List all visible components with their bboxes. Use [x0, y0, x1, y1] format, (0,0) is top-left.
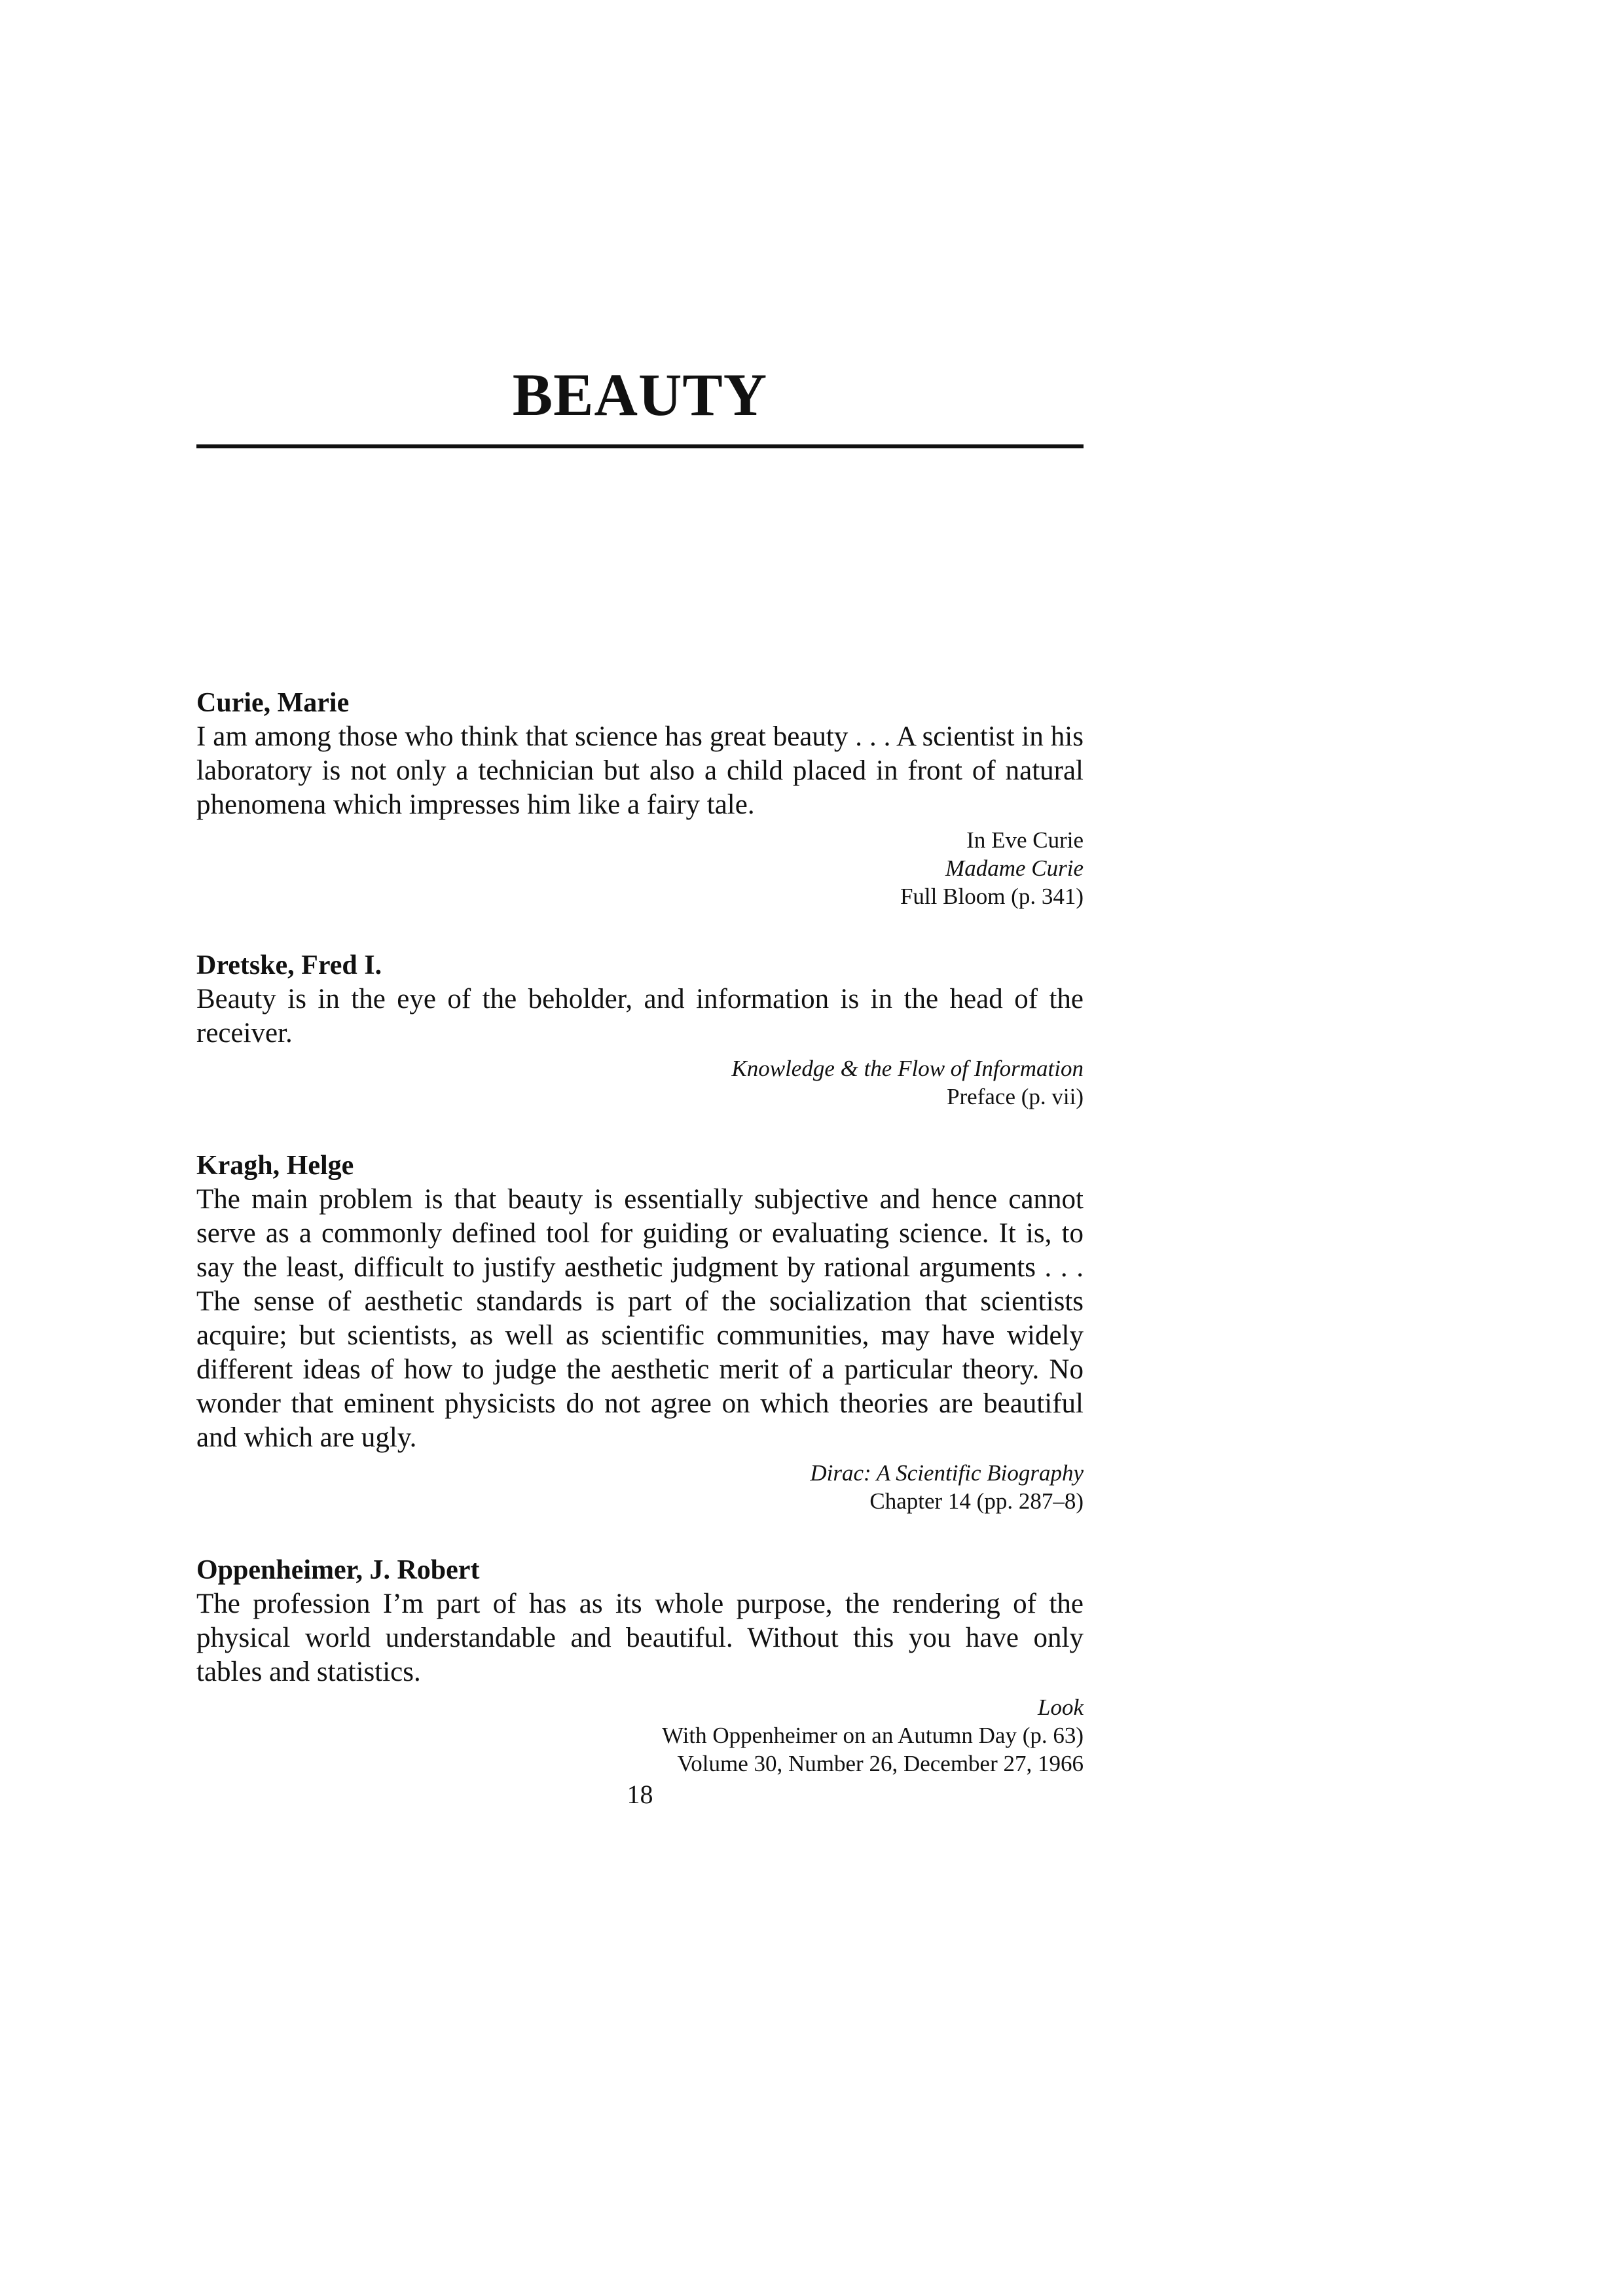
source-title: Look [1038, 1695, 1084, 1720]
source-line: Full Bloom (p. 341) [900, 884, 1084, 909]
source-title: Madame Curie [945, 855, 1084, 881]
entry-source [196, 826, 1084, 910]
quotation-entry-dretske [196, 948, 1084, 1111]
entry-author: Curie, Marie [196, 688, 350, 718]
title-rule [196, 444, 1084, 448]
source-line: In Eve Curie [966, 827, 1084, 853]
entry-quote: The profession I’m part of has as its whole purpose, the rendering of the physical world understandable and beautiful. Without this you have only tables and statistics. [196, 1588, 1084, 1687]
entry-author: Kragh, Helge [196, 1151, 354, 1181]
entry-quote: I am among those who think that science has great beauty . . . A scientist in his laboratory is not only a technician but also a child placed in front of natural phenomena which impresses him like a fairy tale. [196, 721, 1084, 820]
entry-quote: Beauty is in the eye of the beholder, and information is in the head of the receiver. [196, 984, 1084, 1049]
page-number: 18 [627, 1780, 653, 1809]
entry-author: Oppenheimer, J. Robert [196, 1555, 480, 1585]
source-title: Knowledge & the Flow of Information [731, 1056, 1084, 1081]
entry-author: Dretske, Fred I. [196, 950, 382, 980]
source-line: Volume 30, Number 26, December 27, 1966 [677, 1751, 1084, 1776]
entry-source [196, 1459, 1084, 1515]
quotation-list [196, 686, 1084, 1816]
source-line: With Oppenheimer on an Autumn Day (p. 63) [661, 1723, 1084, 1748]
quotation-entry-kragh [196, 1149, 1084, 1515]
source-title: Dirac: A Scientific Biography [810, 1460, 1084, 1486]
source-line: Chapter 14 (pp. 287–8) [869, 1488, 1084, 1514]
quotation-entry-oppenheimer [196, 1553, 1084, 1778]
chapter-title: BEAUTY [512, 361, 768, 428]
quotation-entry-curie [196, 686, 1084, 910]
source-line: Preface (p. vii) [947, 1084, 1084, 1109]
entry-quote: The main problem is that beauty is essentially subjective and hence cannot serve as a commonly defined tool for guiding or evaluating science. It is, to say the least, difficult to justify aesthetic judgment by rational arguments . . . The sense of aesthetic standards is part of the socialization that scientists acquire; but scientists, as well as scientific communities, may have widely different ideas of how to judge the aesthetic merit of a particular theory. No wonder that eminent physicists do not agree on which theories are beautiful and which are ugly. [196, 1184, 1084, 1453]
entry-source [196, 1054, 1084, 1111]
entry-source [196, 1693, 1084, 1778]
